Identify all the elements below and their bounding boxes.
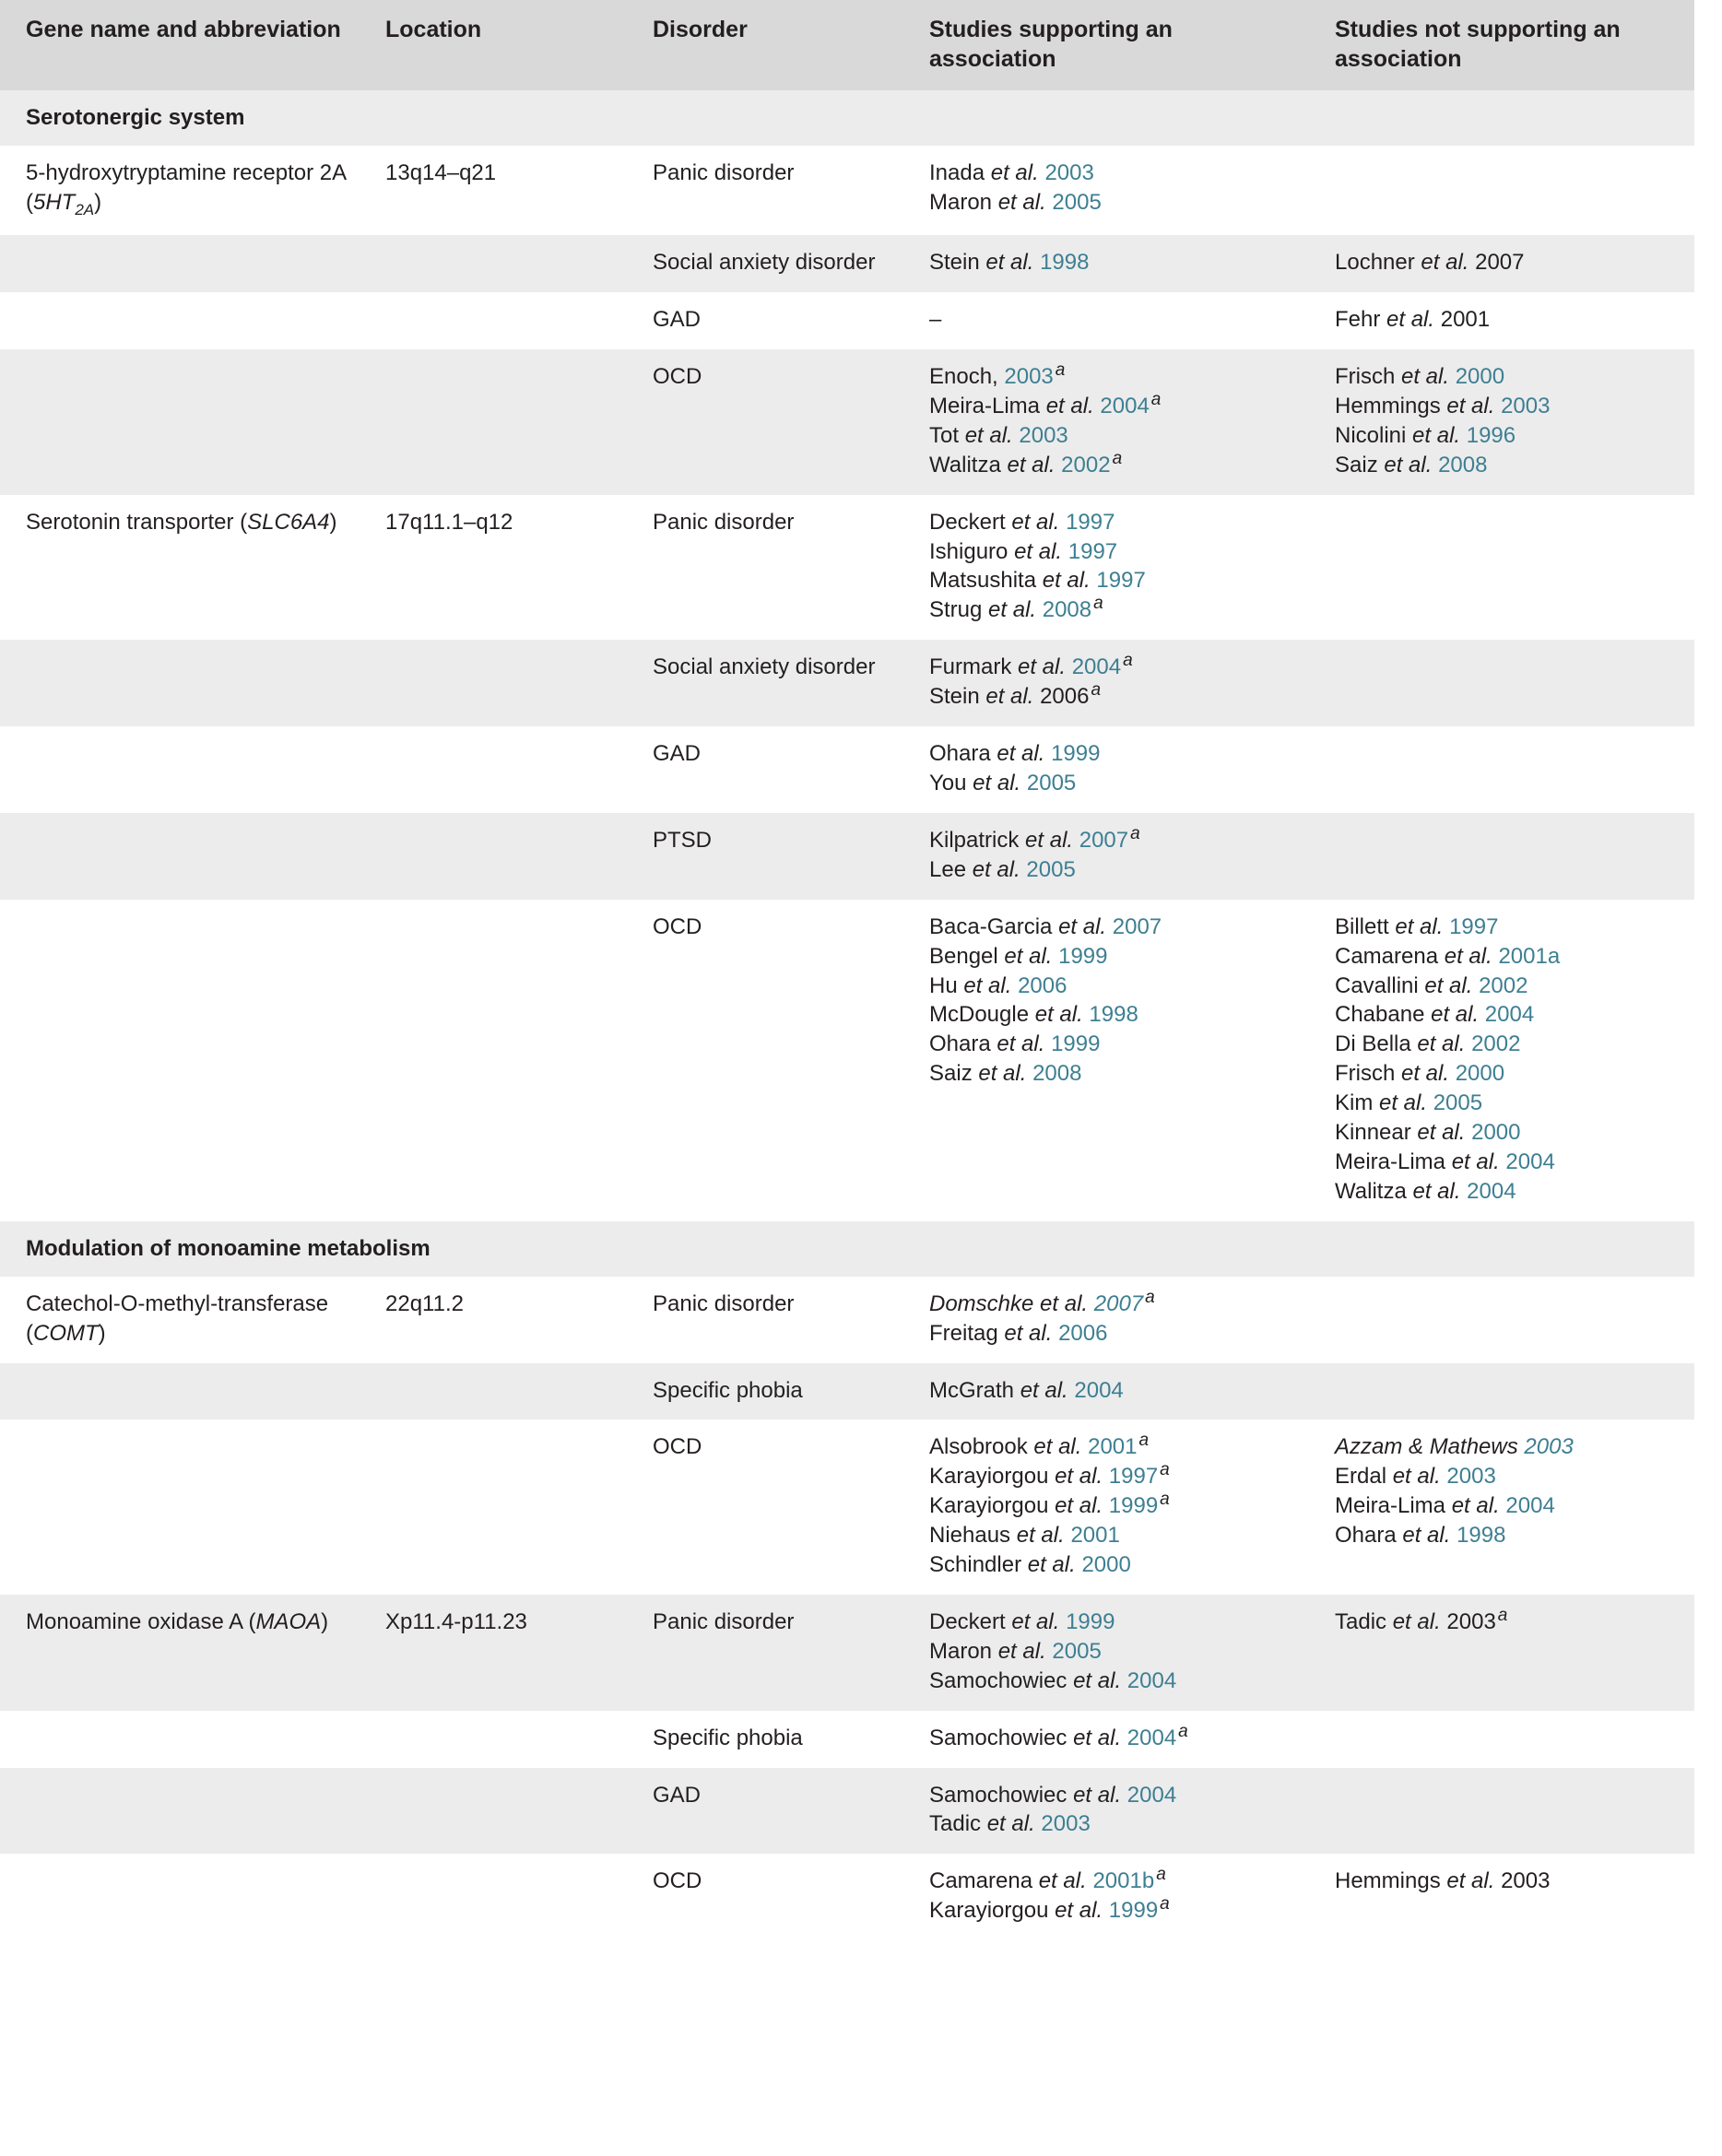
disorder-cell: Panic disorder xyxy=(636,146,913,235)
location-cell xyxy=(369,235,636,292)
reference: Deckert et al. 1997 xyxy=(929,509,1115,535)
table-row xyxy=(0,1277,1694,1363)
disorder-cell: GAD xyxy=(636,726,913,813)
reference: Karayiorgou et al. 1999 $^a$ xyxy=(929,1894,1170,1924)
reference: Meira-Lima et al. 2004 $^a$ xyxy=(929,389,1162,418)
supporting-studies-cell xyxy=(913,726,1318,813)
reference: Samochowiec et al. 2004 $^a$ xyxy=(929,1721,1188,1750)
reference: Di Bella et al. 2002 xyxy=(1335,1031,1521,1057)
disorder-cell: Social anxiety disorder xyxy=(636,640,913,726)
reference: Stein et al. 1998 xyxy=(929,250,1090,276)
header-row xyxy=(0,0,1694,90)
table-row xyxy=(0,292,1694,349)
reference: Fehr et al. 2001 xyxy=(1335,307,1491,333)
reference: Maron et al. 2005 xyxy=(929,189,1102,215)
reference: Kinnear et al. 2000 xyxy=(1335,1120,1521,1146)
reference: Inada et al. 2003 xyxy=(929,159,1094,185)
reference: Lee et al. 2005 xyxy=(929,856,1076,882)
gene-name-cell xyxy=(0,726,369,813)
column-header-supporting: Studies supporting an association xyxy=(913,0,1318,90)
table-row xyxy=(0,900,1694,1221)
supporting-studies-cell xyxy=(913,900,1318,1221)
table-row xyxy=(0,726,1694,813)
not-supporting-studies-cell xyxy=(1318,900,1694,1221)
supporting-studies-cell xyxy=(913,1854,1318,1940)
column-header-not-supporting: Studies not supporting an association xyxy=(1318,0,1694,90)
section-row xyxy=(0,1221,1694,1277)
reference: McGrath et al. 2004 xyxy=(929,1377,1124,1403)
gene-name-cell: Catechol-O-methyl-transferase (COMT) xyxy=(0,1277,369,1363)
table-row xyxy=(0,1711,1694,1768)
reference: Bengel et al. 1999 xyxy=(929,943,1108,969)
column-header-location: Location xyxy=(369,0,636,90)
supporting-studies-cell xyxy=(913,349,1318,495)
reference: Enoch, 2003 $^a$ xyxy=(929,360,1066,390)
disorder-cell: PTSD xyxy=(636,813,913,900)
supporting-studies-cell xyxy=(913,1595,1318,1711)
disorder-cell: Panic disorder xyxy=(636,495,913,641)
column-header-gene: Gene name and abbreviation xyxy=(0,0,369,90)
reference: Chabane et al. 2004 xyxy=(1335,1002,1535,1028)
not-supporting-studies-cell xyxy=(1318,1768,1694,1855)
location-cell xyxy=(369,292,636,349)
reference: Samochowiec et al. 2004 xyxy=(929,1667,1177,1693)
reference: Schindler et al. 2000 xyxy=(929,1552,1131,1578)
reference: Baca-Garcia et al. 2007 xyxy=(929,913,1162,939)
table-header xyxy=(0,0,1694,90)
supporting-studies-cell xyxy=(913,146,1318,235)
table-row xyxy=(0,146,1694,235)
location-cell xyxy=(369,349,636,495)
table-row xyxy=(0,495,1694,641)
table-row xyxy=(0,1363,1694,1420)
reference: Alsobrook et al. 2001 $^a$ xyxy=(929,1431,1150,1460)
reference: Lochner et al. 2007 xyxy=(1335,250,1525,276)
location-cell xyxy=(369,726,636,813)
reference: Stein et al. 2006 $^a$ xyxy=(929,680,1102,710)
supporting-studies-cell xyxy=(913,1420,1318,1595)
reference: Tot et al. 2003 xyxy=(929,422,1068,448)
supporting-studies-cell xyxy=(913,235,1318,292)
reference: Frisch et al. 2000 xyxy=(1335,364,1505,390)
reference: Ishiguro et al. 1997 xyxy=(929,538,1118,564)
gene-name-cell: Monoamine oxidase A (MAOA) xyxy=(0,1595,369,1711)
column-header-disorder: Disorder xyxy=(636,0,913,90)
reference: Ohara et al. 1998 xyxy=(1335,1523,1506,1549)
supporting-studies-cell xyxy=(913,813,1318,900)
not-supporting-studies-cell xyxy=(1318,813,1694,900)
disorder-cell: Panic disorder xyxy=(636,1277,913,1363)
reference: Matsushita et al. 1997 xyxy=(929,568,1146,594)
gene-name-cell xyxy=(0,235,369,292)
reference: Walitza et al. 2002 $^a$ xyxy=(929,448,1123,477)
table-row xyxy=(0,640,1694,726)
location-cell: Xp11.4-p11.23 xyxy=(369,1595,636,1711)
section-title: Modulation of monoamine metabolism xyxy=(0,1221,1694,1277)
not-supporting-studies-cell xyxy=(1318,1420,1694,1595)
disorder-cell: GAD xyxy=(636,292,913,349)
reference: Tadic et al. 2003 $^a$ xyxy=(1335,1605,1508,1634)
location-cell xyxy=(369,1711,636,1768)
not-supporting-studies-cell xyxy=(1318,1711,1694,1768)
reference: Hemmings et al. 2003 xyxy=(1335,393,1551,418)
supporting-studies-cell xyxy=(913,292,1318,349)
not-supporting-studies-cell xyxy=(1318,292,1694,349)
not-supporting-studies-cell xyxy=(1318,1277,1694,1363)
reference: You et al. 2005 xyxy=(929,771,1077,795)
not-supporting-studies-cell xyxy=(1318,349,1694,495)
reference: Niehaus et al. 2001 xyxy=(929,1523,1120,1549)
location-cell: 17q11.1–q12 xyxy=(369,495,636,641)
disorder-cell: OCD xyxy=(636,900,913,1221)
not-supporting-studies-cell xyxy=(1318,235,1694,292)
disorder-cell: Social anxiety disorder xyxy=(636,235,913,292)
table-row xyxy=(0,813,1694,900)
location-cell xyxy=(369,1363,636,1420)
reference: Camarena et al. 2001b $^a$ xyxy=(929,1865,1166,1894)
reference: Furmark et al. 2004 $^a$ xyxy=(929,651,1133,680)
table-row xyxy=(0,235,1694,292)
location-cell xyxy=(369,900,636,1221)
supporting-studies-cell xyxy=(913,1277,1318,1363)
not-supporting-studies-cell xyxy=(1318,146,1694,235)
reference: McDougle et al. 1998 xyxy=(929,1002,1138,1028)
disorder-cell: OCD xyxy=(636,1420,913,1595)
gene-name-cell xyxy=(0,1363,369,1420)
reference: Strug et al. 2008 $^a$ xyxy=(929,594,1103,623)
reference: Camarena et al. 2001a xyxy=(1335,943,1561,969)
reference: Ohara et al. 1999 xyxy=(929,1031,1101,1057)
not-supporting-studies-cell xyxy=(1318,1854,1694,1940)
reference: Erdal et al. 2003 xyxy=(1335,1464,1496,1490)
reference: Billett et al. 1997 xyxy=(1335,913,1499,939)
reference: Nicolini et al. 1996 xyxy=(1335,422,1516,448)
gene-name-cell xyxy=(0,1768,369,1855)
section-row xyxy=(0,90,1694,146)
reference: Saiz et al. 2008 xyxy=(929,1061,1082,1087)
reference: Meira-Lima et al. 2004 xyxy=(1335,1149,1555,1174)
reference: Kilpatrick et al. 2007 $^a$ xyxy=(929,823,1140,853)
disorder-cell: OCD xyxy=(636,349,913,495)
gene-name-cell xyxy=(0,640,369,726)
location-cell xyxy=(369,813,636,900)
location-cell xyxy=(369,1768,636,1855)
disorder-cell: GAD xyxy=(636,1768,913,1855)
reference: Hemmings et al. 2003 xyxy=(1335,1868,1551,1894)
reference: Maron et al. 2005 xyxy=(929,1638,1102,1664)
reference: Tadic et al. 2003 xyxy=(929,1811,1091,1837)
location-cell: 13q14–q21 xyxy=(369,146,636,235)
supporting-studies-cell xyxy=(913,1363,1318,1420)
reference: Meira-Lima et al. 2004 xyxy=(1335,1493,1555,1519)
reference: Ohara et al. 1999 xyxy=(929,741,1101,767)
reference: Walitza et al. 2004 xyxy=(1335,1178,1516,1204)
location-cell xyxy=(369,640,636,726)
table-body xyxy=(0,90,1694,1940)
reference: Karayiorgou et al. 1999 $^a$ xyxy=(929,1490,1170,1519)
not-supporting-studies-cell xyxy=(1318,1363,1694,1420)
gene-name-cell xyxy=(0,1711,369,1768)
disorder-cell: Panic disorder xyxy=(636,1595,913,1711)
not-supporting-studies-cell xyxy=(1318,640,1694,726)
location-cell xyxy=(369,1854,636,1940)
supporting-studies-cell xyxy=(913,1768,1318,1855)
reference: – xyxy=(929,307,942,333)
disorder-cell: Specific phobia xyxy=(636,1363,913,1420)
reference: Domschke et al. 2007 $^a$ xyxy=(929,1287,1155,1316)
disorder-cell: OCD xyxy=(636,1854,913,1940)
location-cell xyxy=(369,1420,636,1595)
reference: Samochowiec et al. 2004 xyxy=(929,1782,1177,1808)
table-row xyxy=(0,1595,1694,1711)
gene-name-cell: Serotonin transporter (SLC6A4) xyxy=(0,495,369,641)
gene-name-cell xyxy=(0,292,369,349)
location-cell: 22q11.2 xyxy=(369,1277,636,1363)
supporting-studies-cell xyxy=(913,495,1318,641)
not-supporting-studies-cell xyxy=(1318,1595,1694,1711)
table-row xyxy=(0,1854,1694,1940)
reference: Freitag et al. 2006 xyxy=(929,1320,1108,1346)
table-row xyxy=(0,1768,1694,1855)
not-supporting-studies-cell xyxy=(1318,726,1694,813)
gene-name-cell: 5-hydroxytryptamine receptor 2A $(5HT_{2A})$ xyxy=(0,146,369,235)
gene-name-cell xyxy=(0,1420,369,1595)
reference: Saiz et al. 2008 xyxy=(1335,452,1488,477)
gene-name-cell xyxy=(0,900,369,1221)
reference: Deckert et al. 1999 xyxy=(929,1608,1115,1634)
table-row xyxy=(0,349,1694,495)
gene-name-cell xyxy=(0,1854,369,1940)
reference: Cavallini et al. 2002 xyxy=(1335,972,1528,998)
supporting-studies-cell xyxy=(913,640,1318,726)
reference: Kim et al. 2005 xyxy=(1335,1090,1483,1116)
gene-name-cell xyxy=(0,813,369,900)
not-supporting-studies-cell xyxy=(1318,495,1694,641)
reference: Azzam & Mathews 2003 xyxy=(1335,1434,1574,1460)
disorder-cell: Specific phobia xyxy=(636,1711,913,1768)
table-row xyxy=(0,1420,1694,1595)
supporting-studies-cell xyxy=(913,1711,1318,1768)
reference: Karayiorgou et al. 1997 $^a$ xyxy=(929,1460,1170,1490)
section-title: Serotonergic system xyxy=(0,90,1694,146)
reference: Frisch et al. 2000 xyxy=(1335,1061,1505,1087)
gene-name-cell xyxy=(0,349,369,495)
reference: Hu et al. 2006 xyxy=(929,972,1067,998)
